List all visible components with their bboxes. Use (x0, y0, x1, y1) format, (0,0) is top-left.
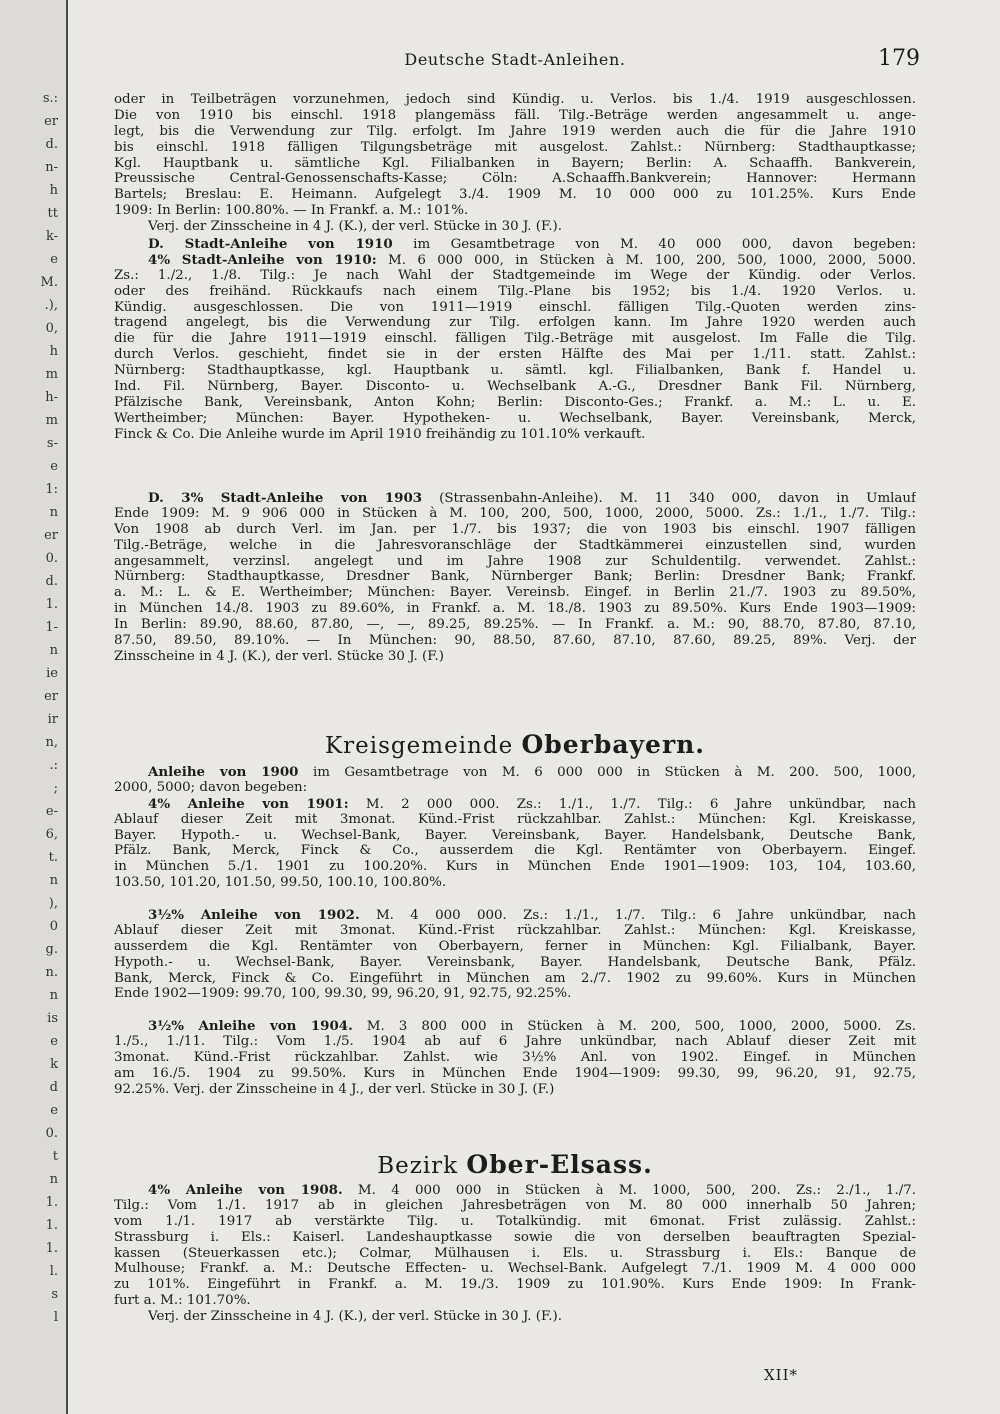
heading-line (114, 764, 916, 780)
text-line: legt, bis die Verwendung zur Tilg. erfolgt. Im Jahre 1919 werden auch die für die Jahre 1910 (114, 123, 916, 139)
text-line: oder in Teilbeträgen vorzunehmen, jedoch sind Kündig. u. Verlos. bis 1./4. 1919 ausgeschlossen. (114, 92, 916, 107)
text-line: 87.50, 89.50, 89.10%. — In München: 90, 88.50, 87.60, 87.10, 87.60, 89.25, 89%. Verj. der (114, 633, 916, 649)
section-title-plain: Kreisgemeinde (324, 733, 522, 759)
loan-heading: 3½% Anleihe von 1904. (148, 1018, 353, 1034)
paragraph-stadt-anleihe-1903 (114, 490, 916, 665)
gutter-fragment: 0. (45, 1127, 58, 1141)
heading-line (114, 1018, 916, 1034)
text-line: Zs.: 1./2., 1./8. Tilg.: Je nach Wahl der Stadtgemeinde im Wege der Kündig. oder Verlos. (114, 267, 916, 283)
text-line: Zinsscheine in 4 J. (K.), der verl. Stücke 30 J. (F.) (114, 648, 444, 664)
loan-heading-rest: im Gesamtbetrage von M. 40 000 000, davon begeben: (392, 237, 916, 252)
gutter-fragment: er (44, 529, 58, 543)
text-line: In Berlin: 89.90, 88.60, 87.80, —, —, 89.25, 89.25%. — In Frankf. a. M.: 90, 88.70, 87.80, 87.10, (114, 617, 916, 633)
gutter-fragment: ir (47, 713, 58, 727)
loan-subheading: 4% Stadt-Anleihe von 1910: (148, 251, 377, 268)
text-line: Kündig. ausgeschlossen. Die von 1911—1919 einschl. fälligen Tilg.-Quoten werden zins- (114, 299, 916, 315)
paragraph-1910-continuation (114, 92, 916, 235)
heading-line (114, 490, 916, 506)
gutter-fragment: 0. (45, 552, 58, 566)
loan-heading: D. Stadt-Anleihe von 1910 (148, 236, 393, 252)
gutter-fragment: n (49, 506, 58, 520)
text-line: Pfälz. Bank, Merck, Finck & Co., ausserdem die Kgl. Rentämter von Oberbayern. Eingef. (114, 843, 916, 859)
gutter-fragment: 1. (45, 1196, 58, 1210)
gutter-fragment: n. (45, 966, 58, 980)
paragraph-anleihe-1902 (114, 907, 916, 1002)
text-line: vom 1./1. 1917 ab verstärkte Tilg. u. Totalkündig. mit 6monat. Frist zulässig. Zahlst.: (114, 1213, 916, 1229)
gutter-fragment: 0, (45, 322, 58, 336)
gutter-fragment: 1: (45, 483, 58, 497)
text-line: Bayer. Hypoth.- u. Wechsel-Bank, Bayer. Vereinsbank, Bayer. Handelsbank, Deutsche Bank, (114, 827, 916, 843)
text-line: Ablauf dieser Zeit mit 3monat. Künd.-Frist rückzahlbar. Zahlst.: München: Kgl. Kreiskasse, (114, 811, 916, 827)
verj-line: Verj. der Zinsscheine in 4 J. (K.), der verl. Stücke in 30 J. (F.). (148, 219, 562, 235)
gutter-fragment: d (49, 1081, 58, 1095)
text-fragment: M. 3 800 000 in Stücken à M. 200, 500, 1000, 2000, 5000. Zs. (352, 1019, 916, 1034)
text-line: Wertheimber; München: Bayer. Hypotheken- u. Wechselbank, Bayer. Vereinsbank, Merck, (114, 410, 916, 426)
gutter-fragment: er (44, 690, 58, 704)
text-line: Mulhouse; Frankf. a. M.: Deutsche Effecten- u. Wechsel-Bank. Aufgelegt 7./1. 1909 M. 4 000 000 (114, 1261, 916, 1277)
gutter-fragment: .: (49, 759, 58, 773)
gutter-fragment: s- (46, 437, 58, 451)
gutter-fragment: e (50, 253, 58, 267)
gutter-fragment: M. (40, 276, 58, 290)
text-line: 1909: In Berlin: 100.80%. — In Frankf. a. M.: 101%. (114, 203, 469, 219)
signature-mark: XII* (764, 1366, 799, 1384)
gutter-fragment: k- (45, 230, 58, 244)
text-line: Ende 1902—1909: 99.70, 100, 99.30, 99, 96.20, 91, 92.75, 92.25%. (114, 986, 572, 1002)
text-line: kassen (Steuerkassen etc.); Colmar, Mülhausen i. Els. u. Strassburg i. Els.: Banque de (114, 1245, 916, 1261)
text-fragment: M. 4 000 000 in Stücken à M. 1000, 500, 200. Zs.: 2./1., 1./7. (342, 1183, 916, 1198)
text-line: durch Verlos. geschieht, findet sie in der ersten Hälfte des Mai per 1./11. statt. Zahlst.: (114, 347, 916, 363)
section-title-bold: Ober-Elsass. (466, 1150, 653, 1179)
text-line: in München 5./1. 1901 zu 100.20%. Kurs in München Ende 1901—1909: 103, 104, 103.60, (114, 859, 916, 875)
text-line: angesammelt, verzinsl. angelegt und im Jahre 1908 zur Schuldentilg. verwendet. Zahlst.: (114, 553, 916, 569)
text-line: 3monat. Künd.-Frist rückzahlbar. Zahlst. wie 3½% Anl. von 1902. Eingef. in München (114, 1049, 916, 1065)
gutter-fragment: h- (45, 391, 58, 405)
gutter-fragment: n (49, 1173, 58, 1187)
text-line: Strassburg i. Els.: Kaiserl. Landeshauptkasse sowie die von derselben beauftragten Spezial- (114, 1229, 916, 1245)
heading-line (114, 252, 916, 268)
gutter-fragment: e (50, 460, 58, 474)
loan-heading-rest: im Gesamtbetrage von M. 6 000 000 in Stücken à M. 200. 500, 1000, (298, 765, 916, 780)
text-line: 2000, 5000; davon begeben: (114, 779, 308, 795)
gutter-fragment: s.: (42, 92, 58, 106)
gutter-fragment: er (44, 115, 58, 129)
verj-line: Verj. der Zinsscheine in 4 J. (K.), der verl. Stücke in 30 J. (F.). (148, 1309, 562, 1325)
page-number: 179 (878, 46, 920, 71)
gutter-fragment: m (45, 414, 58, 428)
gutter-fragment: s (51, 1288, 58, 1302)
heading-line (114, 1182, 916, 1198)
gutter-fragment: n (49, 644, 58, 658)
gutter-fragment: m (45, 368, 58, 382)
text-line: tragend angelegt, bis die Verwendung zur Tilg. erfolgen kann. Im Jahre 1920 werden auch (114, 315, 916, 331)
gutter-fragment: d. (45, 138, 58, 152)
gutter-fragment: n- (45, 161, 58, 175)
gutter-fragment: l (53, 1311, 58, 1325)
gutter-fragment: n (49, 989, 58, 1003)
gutter-fragment: ; (53, 782, 58, 796)
text-line: ausserdem die Kgl. Rentämter von Oberbayern, ferner in München: Kgl. Filialbank, Bayer. (114, 938, 916, 954)
gutter-fragment: t. (48, 851, 58, 865)
text-line: Pfälzische Bank, Vereinsbank, Anton Kohn; Berlin: Disconto-Ges.; Frankf. a. M.: L. u. E. (114, 394, 916, 410)
text-line: in München 14./8. 1903 zu 89.60%, in Frankf. a. M. 18./8. 1903 zu 89.50%. Kurs Ende 1903—1909: (114, 601, 916, 617)
section-title-oberbayern (114, 730, 916, 759)
text-line: Ablauf dieser Zeit mit 3monat. Künd.-Frist rückzahlbar. Zahlst.: München: Kgl. Kreiskasse, (114, 922, 916, 938)
gutter-fragment: h (49, 184, 58, 198)
text-line: 103.50, 101.20, 101.50, 99.50, 100.10, 100.80%. (114, 875, 447, 891)
loan-heading: D. 3% Stadt-Anleihe von 1903 (148, 490, 423, 506)
gutter-fragment: g. (45, 943, 58, 957)
gutter-fragment: tt (47, 207, 58, 221)
gutter-fragment: t (52, 1150, 58, 1164)
heading-line (114, 236, 916, 252)
gutter-fragment: d. (45, 575, 58, 589)
gutter-fragment: 1. (45, 598, 58, 612)
gutter-fragment: 0 (49, 920, 58, 934)
running-title: Deutsche Stadt-Anleihen. (404, 50, 626, 69)
text-line: Die von 1910 bis einschl. 1918 plangemäss fäll. Tilg.-Beträge werden angesammelt u. ange- (114, 107, 916, 123)
text-fragment: M. 4 000 000. Zs.: 1./1., 1./7. Tilg.: 6 Jahre unkündbar, nach (359, 908, 916, 923)
gutter-fragment: 6, (45, 828, 58, 842)
gutter-fragment: e- (45, 805, 58, 819)
text-line: furt a. M.: 101.70%. (114, 1293, 251, 1309)
text-line: Bartels; Breslau: E. Heimann. Aufgelegt 3./4. 1909 M. 10 000 000 zu 101.25%. Kurs Ende (114, 187, 916, 203)
gutter-fragment: ), (48, 897, 58, 911)
running-head (110, 46, 920, 72)
text-line: Kgl. Hauptbank u. sämtliche Kgl. Filialbanken in Bayern; Berlin: A. Schaaffh. Bankverein, (114, 155, 916, 171)
gutter-fragment: k (50, 1058, 58, 1072)
text-line: Hypoth.- u. Wechsel-Bank, Bayer. Vereinsbank, Bayer. Handelsbank, Deutsche Bank, Pfälz. (114, 954, 916, 970)
loan-subheading: 4% Anleihe von 1901: (148, 795, 349, 812)
gutter-fragment: 1- (45, 621, 58, 635)
text-line: Bank, Merck, Finck & Co. Eingeführt in München am 2./7. 1902 zu 99.60%. Kurs in München (114, 970, 916, 986)
section-title-bold: Oberbayern. (521, 730, 706, 759)
section-title-plain: Bezirk (377, 1153, 467, 1179)
scan-margin (0, 0, 68, 1414)
gutter-fragment: n, (45, 736, 58, 750)
loan-heading: 3½% Anleihe von 1902. (148, 907, 360, 923)
loan-heading-rest: (Strassenbahn-Anleihe). M. 11 340 000, davon in Umlauf (422, 491, 916, 506)
text-line: Ind. Fil. Nürnberg, Bayer. Disconto- u. Wechselbank A.-G., Dresdner Bank Fil. Nürnberg, (114, 379, 916, 395)
paragraph-stadt-anleihe-1910 (114, 236, 916, 443)
loan-heading: Anleihe von 1900 (148, 764, 299, 780)
gutter-fragment: h (49, 345, 58, 359)
text-line: Tilg.-Beträge, welche in die Jahresvoranschläge der Stadtkämmerei einzustellen sind, wurden (114, 537, 916, 553)
loan-heading: 4% Anleihe von 1908. (148, 1182, 343, 1198)
gutter-fragment: ie (46, 667, 58, 681)
gutter-fragment: is (47, 1012, 58, 1026)
text-line: Von 1908 ab durch Verl. im Jan. per 1./7. bis 1937; die von 1903 bis einschl. 1907 fälligen (114, 521, 916, 537)
paragraph-anleihe-1900 (114, 764, 916, 891)
gutter-fragment: e (50, 1104, 58, 1118)
gutter-fragment: 1. (45, 1242, 58, 1256)
text-line: Tilg.: Vom 1./1. 1917 ab in gleichen Jahresbeträgen von M. 80 000 innerhalb 50 Jahren; (114, 1197, 916, 1213)
text-line: 92.25%. Verj. der Zinsscheine in 4 J., der verl. Stücke in 30 J. (F.) (114, 1081, 555, 1097)
text-line: Finck & Co. Die Anleihe wurde im April 1910 freihändig zu 101.10% verkauft. (114, 426, 646, 442)
text-line: a. M.: L. & E. Wertheimber; München: Bayer. Vereinsb. Eingef. in Berlin 21./7. 1903 zu 89.50%, (114, 585, 916, 601)
text-line: am 16./5. 1904 zu 99.50%. Kurs in München Ende 1904—1909: 99.30, 99, 96.20, 91, 92.75, (114, 1065, 916, 1081)
heading-line (114, 907, 916, 923)
text-line: bis einschl. 1918 fälligen Tilgungsbeträge mit ausgelost. Zahlst.: Nürnberg: Stadthauptkasse; (114, 139, 916, 155)
gutter-fragment: .), (44, 299, 58, 313)
text-line: Nürnberg: Stadthauptkasse, kgl. Hauptbank u. sämtl. kgl. Filialbanken, Bank f. Handel u. (114, 363, 916, 379)
text-line: Preussische Central-Genossenschafts-Kasse; Cöln: A.Schaaffh.Bankverein; Hannover: Hermann (114, 171, 916, 187)
text-line: 1./5., 1./11. Tilg.: Vom 1./5. 1904 ab auf 6 Jahre unkündbar, nach Ablauf dieser Zeit mit (114, 1033, 916, 1049)
heading-line (114, 796, 916, 812)
text-fragment: M. 6 000 000, in Stücken à M. 100, 200, 500, 1000, 2000, 5000. (376, 252, 916, 268)
text-line: zu 101%. Eingeführt in Frankf. a. M. 19./3. 1909 zu 101.90%. Kurs Ende 1909: In Frank- (114, 1277, 916, 1293)
text-line: Nürnberg: Stadthauptkasse, Dresdner Bank, Nürnberger Bank; Berlin: Dresdner Bank; Frankf. (114, 569, 916, 585)
text-line: die für die Jahre 1911—1919 einschl. fälligen Tilg.-Beträge mit ausgelost. Im Falle die Tilg. (114, 331, 916, 347)
gutter-fragment: l. (49, 1265, 58, 1279)
paragraph-anleihe-1908 (114, 1182, 916, 1325)
gutter-fragment: e (50, 1035, 58, 1049)
text-line: oder des freihänd. Rückkaufs nach einem Tilg.-Plane bis 1952; bis 1./4. 1920 Verlos. u. (114, 283, 916, 299)
paragraph-anleihe-1904 (114, 1018, 916, 1097)
text-line: Ende 1909: M. 9 906 000 in Stücken à M. 100, 200, 500, 1000, 2000, 5000. Zs.: 1./1., 1./7. Tilg.: (114, 505, 916, 521)
gutter-fragment: 1. (45, 1219, 58, 1233)
text-fragment: M. 2 000 000. Zs.: 1./1., 1./7. Tilg.: 6 Jahre unkündbar, nach (348, 796, 916, 812)
section-title-ober-elsass (114, 1150, 916, 1179)
gutter-fragment: n (49, 874, 58, 888)
